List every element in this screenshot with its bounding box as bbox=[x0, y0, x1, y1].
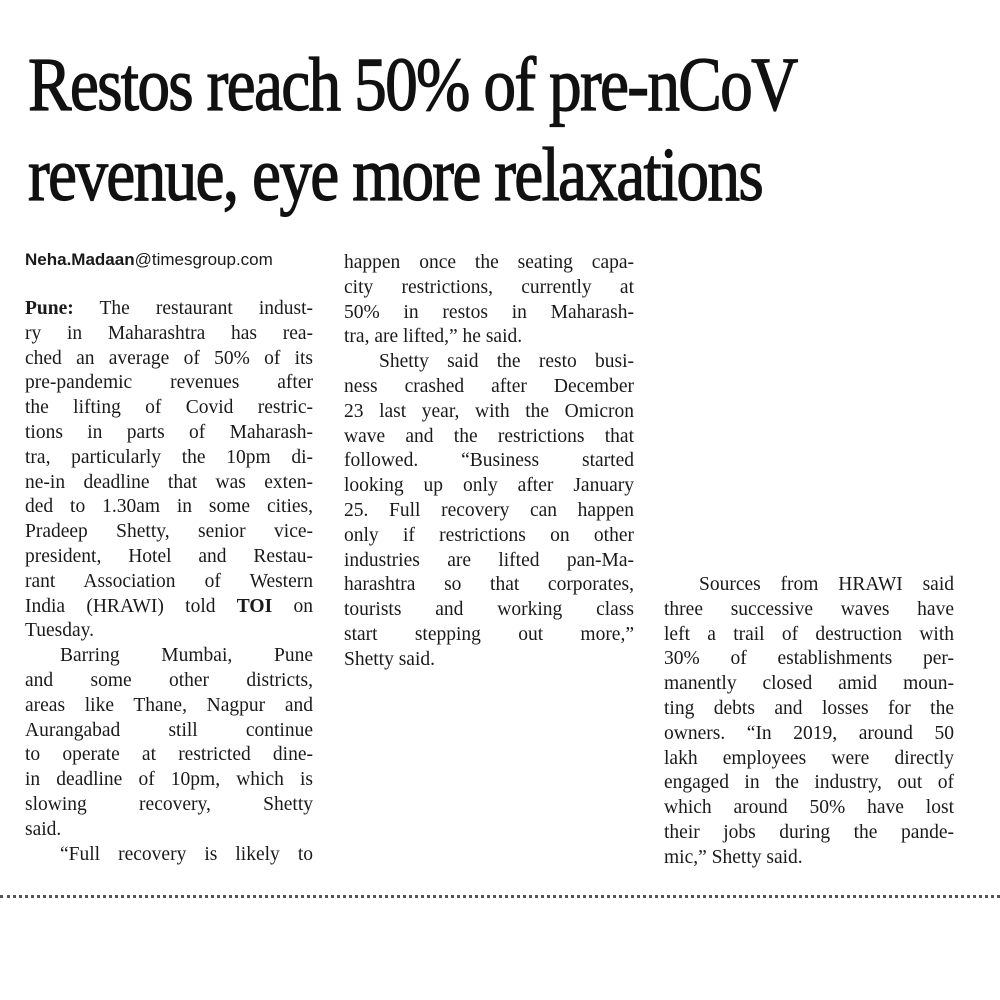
text-line: Shetty said. bbox=[344, 648, 435, 670]
text-line: ting debts and losses for the bbox=[664, 697, 954, 719]
text-line: only if restrictions on other bbox=[344, 524, 634, 546]
text-line: to operate at restricted dine- bbox=[25, 744, 313, 766]
text-line: president, Hotel and Restau- bbox=[25, 545, 313, 567]
text-line: harashtra so that corporates, bbox=[344, 574, 634, 596]
text-line: Tuesday. bbox=[25, 620, 94, 642]
text-line: which around 50% have lost bbox=[664, 797, 954, 819]
text-line: 23 last year, with the Omicron bbox=[344, 400, 634, 422]
text-line: pre-pandemic revenues after bbox=[25, 372, 313, 394]
text-line: their jobs during the pande- bbox=[664, 821, 954, 843]
text-line: city restrictions, currently at bbox=[344, 276, 634, 298]
text-line: mic,” Shetty said. bbox=[664, 846, 803, 868]
text-line: Barring Mumbai, Pune bbox=[60, 645, 313, 667]
text-line: ched an average of 50% of its bbox=[25, 347, 313, 369]
text-line: slowing recovery, Shetty bbox=[25, 793, 313, 815]
text-line: Shetty said the resto busi- bbox=[379, 351, 634, 373]
text-line: Pune: The restaurant indust- bbox=[25, 298, 313, 319]
text-line: 25. Full recovery can happen bbox=[344, 499, 634, 521]
text-line: tions in parts of Maharash- bbox=[25, 421, 313, 443]
dateline: Pune: bbox=[25, 298, 74, 319]
text-line: happen once the seating capa- bbox=[344, 252, 634, 273]
text-line: lakh employees were directly bbox=[664, 747, 954, 769]
text-line: rant Association of Western bbox=[25, 570, 313, 592]
text-line: ne-in deadline that was exten- bbox=[25, 471, 313, 493]
headline bbox=[28, 40, 845, 220]
byline-name: Neha.Madaan bbox=[25, 250, 135, 269]
text-line: three successive waves have bbox=[664, 598, 954, 620]
text-line: 50% in restos in Maharash- bbox=[344, 301, 634, 323]
text-line: in deadline of 10pm, which is bbox=[25, 769, 313, 791]
text-line: Sources from HRAWI said bbox=[699, 574, 954, 595]
text-line: followed. “Business started bbox=[344, 450, 634, 472]
text-line: start stepping out more,” bbox=[344, 623, 634, 645]
text-line: ness crashed after December bbox=[344, 375, 634, 397]
text-line: tourists and working class bbox=[344, 599, 634, 621]
article-column-1 bbox=[25, 297, 313, 867]
text-line: and some other districts, bbox=[25, 669, 313, 691]
text-line: industries are lifted pan-Ma- bbox=[344, 549, 634, 571]
text-line: areas like Thane, Nagpur and bbox=[25, 694, 313, 716]
headline-line-1: Restos reach 50% of pre-nCoV bbox=[28, 43, 797, 127]
text-line: Pradeep Shetty, senior vice- bbox=[25, 521, 313, 543]
headline-line-2: revenue, eye more relaxations bbox=[28, 133, 763, 217]
text-line: ry in Maharashtra has rea- bbox=[25, 322, 313, 344]
byline[interactable] bbox=[25, 250, 273, 270]
text-line: 30% of establishments per- bbox=[664, 648, 954, 670]
text-line: tra, are lifted,” he said. bbox=[344, 326, 523, 348]
article-column-3 bbox=[664, 573, 954, 871]
toi-label: TOI bbox=[236, 595, 273, 617]
text-line: engaged in the industry, out of bbox=[664, 772, 954, 794]
dotted-divider bbox=[0, 895, 1000, 898]
text-line: India (HRAWI) told TOI on bbox=[25, 595, 313, 617]
text-line: tra, particularly the 10pm di- bbox=[25, 446, 313, 468]
text-line: owners. “In 2019, around 50 bbox=[664, 722, 954, 744]
byline-domain: @timesgroup.com bbox=[134, 250, 273, 269]
text-line: left a trail of destruction with bbox=[664, 623, 954, 645]
text-line: the lifting of Covid restric- bbox=[25, 397, 313, 419]
text-line: wave and the restrictions that bbox=[344, 425, 634, 447]
text-line: Aurangabad still continue bbox=[25, 719, 313, 741]
text-line: manently closed amid moun- bbox=[664, 673, 954, 695]
text-line: looking up only after January bbox=[344, 475, 634, 497]
text-line: “Full recovery is likely to bbox=[60, 843, 313, 865]
article-column-2 bbox=[344, 251, 634, 673]
text-line: said. bbox=[25, 818, 62, 840]
text-line: ded to 1.30am in some cities, bbox=[25, 496, 313, 518]
